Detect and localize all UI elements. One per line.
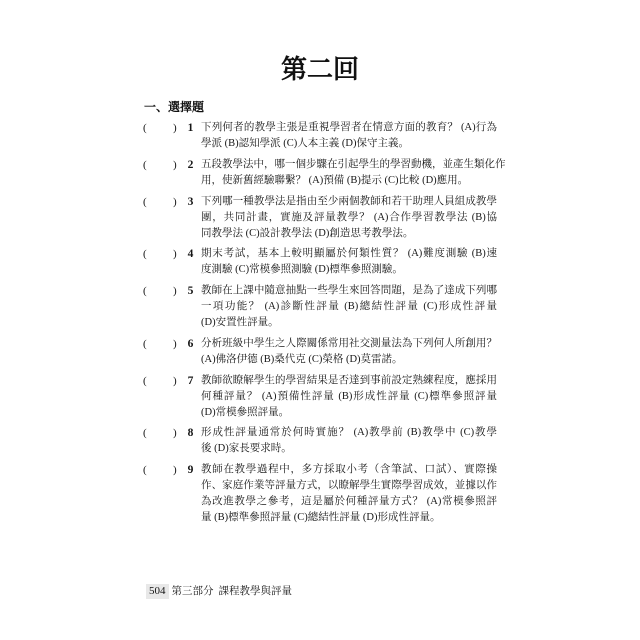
answer-blank-close: ) [173,374,177,387]
answer-blank-open: ( [143,374,147,387]
question-text-line: 分析班級中學生之人際關係常用社交測量法為下列何人所創用？ [201,337,497,349]
answer-blank-close: ) [173,158,177,171]
question-text-line: 教師欲瞭解學生的學習結果是否達到事前設定熟練程度，應採用 [201,374,497,386]
question-text-line: 形成性評量通常於何時實施？ (A)教學前 (B)教學中 (C)教學 [201,427,497,439]
question-item [0,194,497,242]
question-item [0,336,497,368]
question-text-line: 期末考試，基本上較明顯屬於何類性質？ (A)難度測驗 (B)速 [201,248,497,260]
question-text-line: 學派 (B)認知學派 (C)人本主義 (D)保守主義。 [201,138,409,149]
question-number: 2 [187,158,194,171]
section-heading: 一、選擇題 [144,100,205,114]
question-item [0,246,497,278]
question-text-line: 教師在教學過程中，多方採取小考（含筆試、口試）、實際操 [201,464,497,475]
question-text-line: 度測驗 (C)常模參照測驗 (D)標準參照測驗。 [201,264,403,276]
question-number: 6 [187,337,194,350]
question-text-line: 一項功能？ (A)診斷性評量 (B)總結性評量 (C)形成性評量 [201,301,497,312]
question-text-line: 後 (D)家長要求時。 [201,443,292,455]
question-item [0,373,497,421]
answer-blank-close: ) [173,248,177,261]
answer-blank-open: ( [143,122,147,134]
footer-chapter-title: 課程教學與評量 [218,586,292,597]
answer-blank-close: ) [173,427,177,440]
question-text-line: 下列何者的教學主張是重視學習者在情意方面的教育？ (A)行為 [201,122,497,133]
answer-blank-open: ( [143,427,147,440]
page-number: 504 [146,584,169,599]
question-item [0,462,497,526]
answer-blank-close: ) [173,337,177,350]
question-number: 5 [187,285,194,297]
question-item [0,157,506,189]
question-text-line: 何種評量？ (A)預備性評量 (B)形成性評量 (C)標準參照評量 [201,390,497,402]
answer-blank-open: ( [143,464,147,476]
answer-blank-open: ( [143,158,147,171]
question-text-line: 團，共同計畫，實施及評量教學？ (A)合作學習教學法 (B)協 [201,211,497,223]
question-item [0,425,497,457]
question-text-line: (D)安置性評量。 [201,317,279,328]
question-text-line: 教師在上課中隨意抽點一些學生來回答問題，是為了達成下列哪 [201,285,497,296]
question-text-line: (D)常模參照評量。 [201,406,290,418]
question-number: 4 [187,248,194,261]
question-item [0,283,497,331]
answer-blank-close: ) [173,464,177,476]
question-number: 9 [187,464,194,476]
footer-part-label: 第三部分 [171,586,214,597]
question-text-line: 下列哪一種教學法是指由至少兩個教師和若干助理人員組成教學 [201,195,497,207]
question-list [0,120,640,531]
page-title: 第二回 [280,55,359,85]
question-number: 1 [187,122,194,134]
question-text-line: 五段教學法中，哪一個步驟在引起學生的學習動機，並產生類化作 [201,158,506,170]
question-text-line: 同教學法 (C)設計教學法 (D)創造思考教學法。 [201,227,414,239]
question-text-line: (A)佛洛伊德 (B)桑代克 (C)榮格 (D)莫雷諾。 [201,353,403,365]
question-number: 3 [187,195,194,208]
question-item [0,120,497,152]
question-text-line: 作、家庭作業等評量方式，以瞭解學生實際學習成效，並據以作 [201,480,497,491]
answer-blank-close: ) [173,122,177,134]
page-footer [146,584,292,600]
answer-blank-open: ( [143,285,147,297]
answer-blank-open: ( [143,248,147,261]
question-text-line: 量 (B)標準參照評量 (C)總結性評量 (D)形成性評量。 [201,512,441,523]
answer-blank-close: ) [173,195,177,208]
answer-blank-open: ( [143,337,147,350]
answer-blank-close: ) [173,285,177,297]
question-number: 8 [187,427,194,440]
question-text-line: 用，使新舊經驗聯繫？ (A)預備 (B)提示 (C)比較 (D)應用。 [201,174,469,186]
question-number: 7 [187,374,194,387]
answer-blank-open: ( [143,195,147,208]
question-text-line: 為改進教學之參考，這是屬於何種評量方式？ (A)常模參照評 [201,496,497,507]
